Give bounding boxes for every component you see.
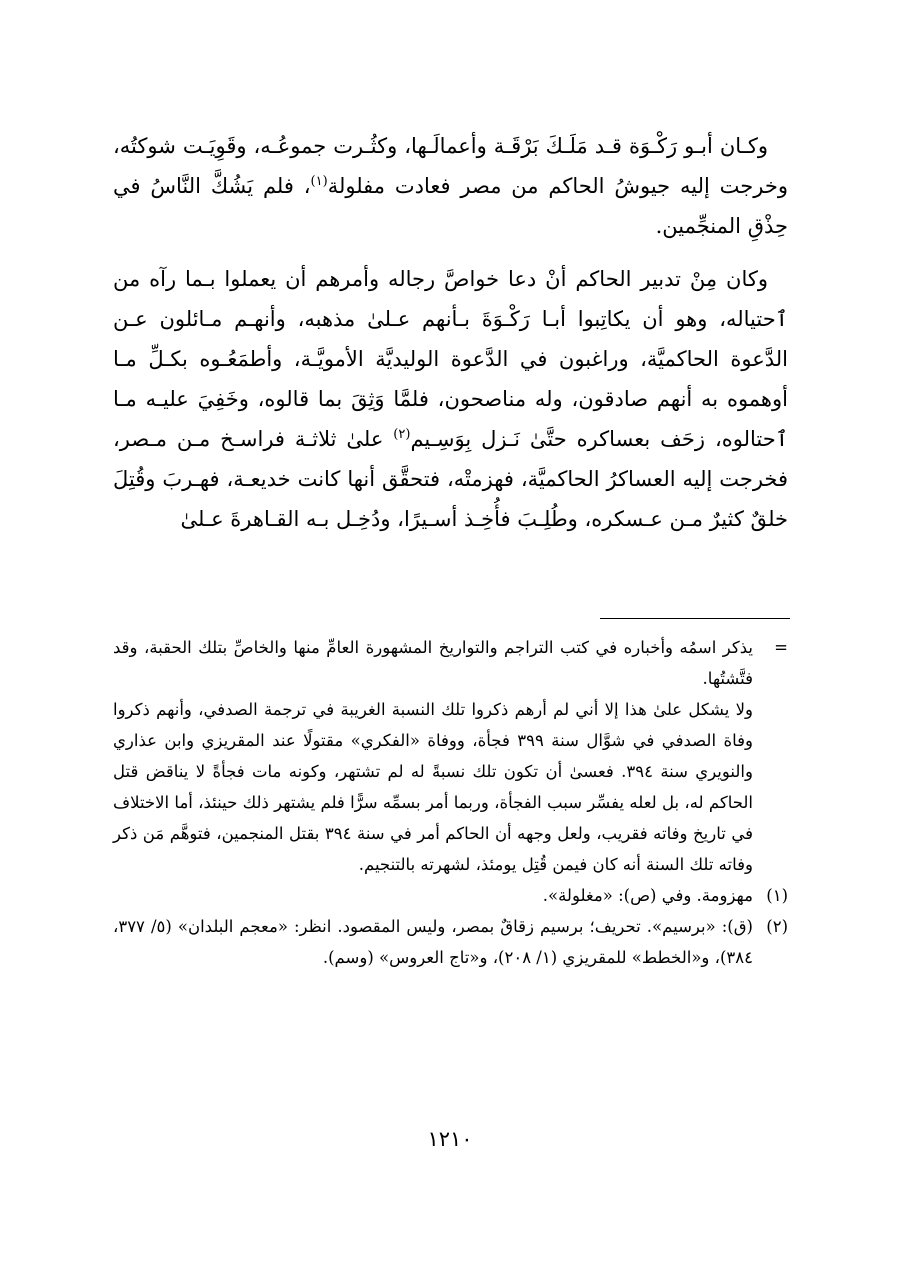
footnote-text: يذكر اسمُه وأخباره في كتب التراجم والتواريخ المشهورة العامِّ منها والخاصِّ بتلك الحقبة، وقد فتَّشتُها.: [113, 638, 753, 688]
paragraph-text: وكان مِنْ تدبير الحاكم أنْ دعا خواصَّ رجاله وأمرهم أن يعملوا بـما رآه من ٱحتياله، وهو أن يكاتِبوا أبـا رَكْـوَةَ بـأنهم عـلىٰ مذهبه، وأنهـم مـائلون عـن الدَّعوة الحاكميَّة، وراغبون في الدَّعوة الوليديَّة الأمويَّـة، وأطمَعُـوه بكـلِّ مـا أوهموه به أنهم صادقون، وله مناصحون، فلمَّا وَثِقَ بما قالوه، وخَفِيَ عليـه مـا ٱحتالوه، زحَف بعساكره حتَّىٰ نَـزل بِوَسِـيم: [113, 267, 789, 451]
footnote-body: [113, 911, 753, 973]
continuation-marker: =: [774, 638, 788, 657]
paragraph-text: ، فلم يَشُكَّ النَّاسُ في حِذْقِ المنجِّمين.: [113, 174, 788, 238]
footnote-1: [113, 880, 788, 911]
paragraph: [113, 126, 788, 246]
footnote-marker: (١): [766, 886, 788, 905]
footnote-reference: (٢): [393, 427, 411, 442]
page-number: ١٢١٠: [427, 1127, 473, 1151]
footnote-body: [113, 632, 753, 880]
footnote-2: [113, 911, 788, 973]
main-text: [113, 126, 788, 539]
footnote-reference: (١): [310, 174, 328, 189]
footnote-continuation: [113, 632, 788, 880]
footnote-marker: (٢): [766, 917, 788, 936]
paragraph-text: وكـان أبـو رَكْـوَة قـد مَلَـكَ بَرْقَـة وأعمالَـها، وكثُـرت جموعُـه، وقَوِيَـت شوكتُه، وخرجت إليه جيوشُ الحاكم من مصر فعادت مفلولة: [113, 134, 788, 198]
footnote-text: (ق): «برسيم». تحريف؛ برسيم زقاقٌ بمصر، وليس المقصود. انظر: «معجم البلدان» (٥/ ٣٧٧، ٣٨٤)، و«الخطط» للمقريزي (١/ ٢٠٨)، و«تاج العروس» (وسم).: [113, 917, 753, 967]
footnote-separator: [600, 618, 790, 619]
paragraph-text: علىٰ ثلاثـة فراسـخ مـن مـصر، فخرجت إليه العساكرُ الحاكميَّة، فهزمتْه، فتحقَّق أنها كانت خديعـة، فهـربَ وقُتِلَ خلقٌ كثيرٌ مـن عـسكره، وطُلِـبَ فأُخِـذ أسـيرًا، ودُخِـل بـه القـاهرةَ عـلىٰ: [113, 427, 788, 531]
footnote-body: [113, 880, 753, 911]
footnote-text: مهزومة. وفي (ص): «مغلولة».: [542, 886, 753, 905]
footnotes: [113, 632, 788, 973]
paragraph: [113, 259, 788, 539]
footnote-text: ولا يشكل علىٰ هذا إلا أني لم أرهم ذكروا تلك النسبة الغريبة في ترجمة الصدفي، وأنهم ذكروا وفاة الصدفي في شوَّال سنة ٣٩٩ فجأة، ووفاة «الفكري» مقتولًا عند المقريزي وابن عذاري والنويري سنة ٣٩٤. فعسىٰ أن تكون تلك نسبةً له لم تشتهر، وكونه مات فجأةً لا يناقض قتل الحاكم له، بل لعله يفسِّر سبب الفجأة، وربما أمر بسمِّه سرًّا فلم يشتهر ذلك حينئذ، أما الاختلاف في تاريخ وفاته فقريب، ولعل وجهه أن الحاكم أمر في سنة ٣٩٤ بقتل المنجمين، فتوهَّم مَن ذكر وفاته تلك السنة أنه كان فيمن قُتِل يومئذ، لشهرته بالتنجيم.: [113, 700, 753, 874]
